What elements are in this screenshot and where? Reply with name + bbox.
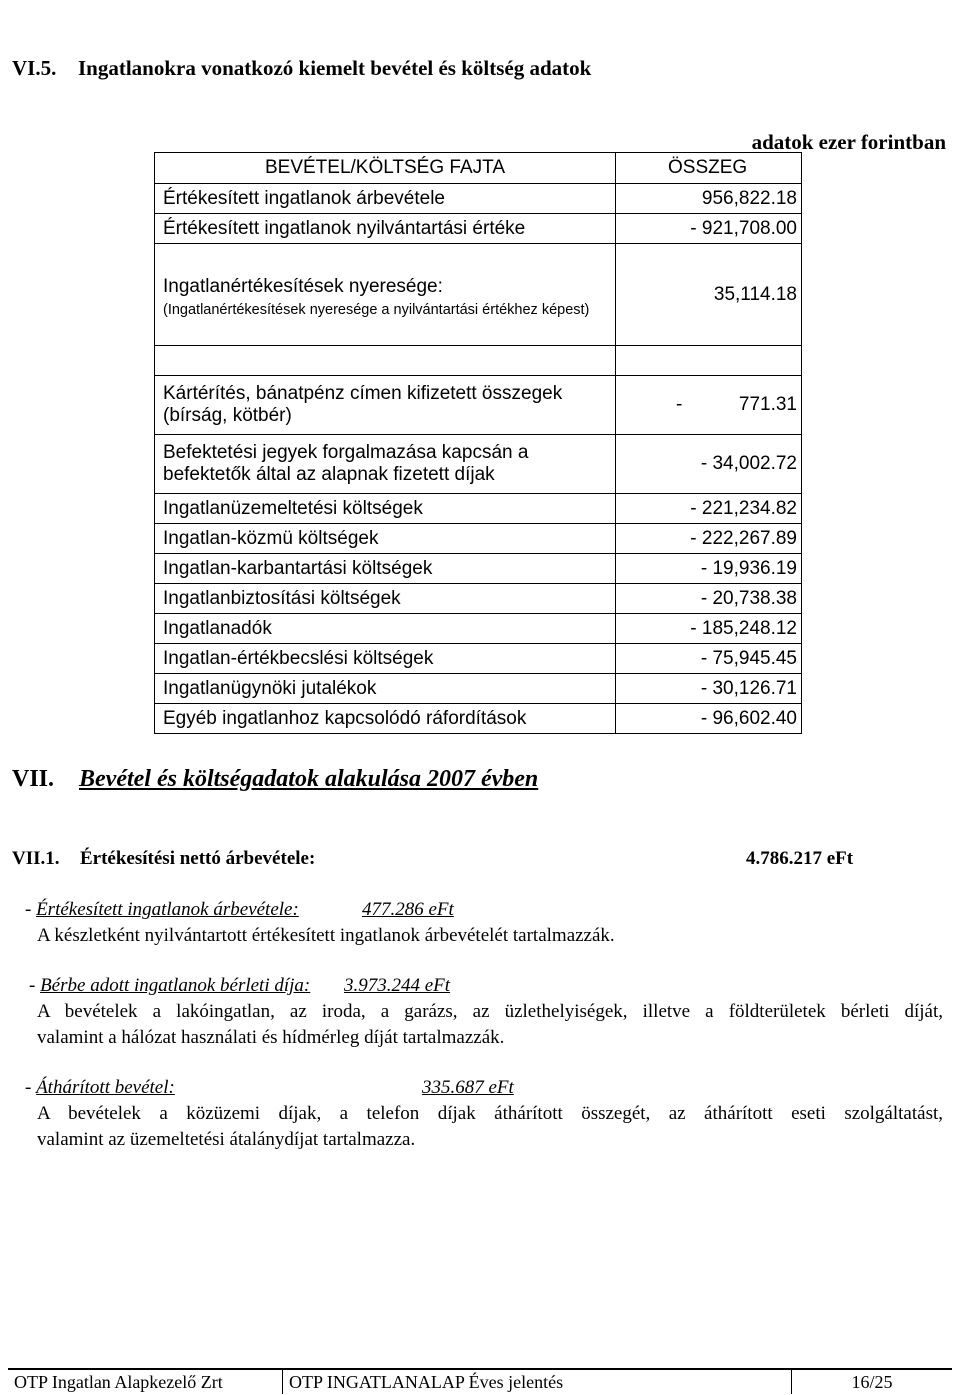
empty-cell <box>154 346 616 375</box>
sold-line <box>25 899 299 921</box>
item-value-text: 3.973.244 eFt <box>344 975 451 996</box>
dash: - <box>25 899 37 920</box>
table-row-empty <box>154 346 802 376</box>
empty-cell <box>616 346 802 375</box>
row-label: Ingatlanügynöki jutalékok <box>154 674 616 703</box>
row-sign: - <box>676 394 683 415</box>
table-row <box>154 244 802 346</box>
row-label: Ingatlan-értékbecslési költségek <box>154 644 616 673</box>
subsection-title: Értékesítési nettó árbevétele: <box>80 848 316 869</box>
row-value: - 75,945.45 <box>616 644 802 673</box>
table-row <box>154 494 802 524</box>
dash: - <box>29 975 41 996</box>
row-value: 771.31 <box>738 394 797 415</box>
rent-line <box>29 975 310 997</box>
row-label-block <box>154 244 616 345</box>
row-value: - 19,936.19 <box>616 554 802 583</box>
table-row <box>154 376 802 435</box>
row-value: - 222,267.89 <box>616 524 802 553</box>
row-label: Értékesített ingatlanok nyilvántartási értéke <box>154 214 616 243</box>
income-cost-table <box>154 152 802 734</box>
row-value: - 221,234.82 <box>616 494 802 523</box>
item-value <box>422 1077 514 1099</box>
table-row <box>154 435 802 494</box>
row-label-block <box>154 376 616 434</box>
row-value: - 96,602.40 <box>616 704 802 733</box>
item-description: valamint az üzemeltetési átalánydíjat tartalmazza. <box>37 1129 416 1150</box>
item-description: A bevételek a lakóingatlan, az iroda, a garázs, az üzlethelyiségek, illetve a földterületek bérleti díját, <box>37 1001 943 1022</box>
header-amount: ÖSSZEG <box>616 153 802 183</box>
row-value: 35,114.18 <box>616 244 802 345</box>
row-label: Ingatlan-karbantartási költségek <box>154 554 616 583</box>
subsection-value: 4.786.217 eFt <box>746 848 854 869</box>
row-label: Ingatlanértékesítések nyeresége: <box>163 275 443 297</box>
row-label: Kártérítés, bánatpénz címen kifizetett összegek <box>163 383 563 404</box>
item-label: Értékesített ingatlanok árbevétele: <box>36 899 299 920</box>
table-row <box>154 184 802 214</box>
row-value: - 185,248.12 <box>616 614 802 643</box>
unit-note: adatok ezer forintban <box>751 130 946 154</box>
item-value-text: 477.286 eFt <box>362 899 454 920</box>
row-value: - 20,738.38 <box>616 584 802 613</box>
item-label: Áthárított bevétel: <box>36 1077 175 1098</box>
row-label: Befektetési jegyek forgalmazása kapcsán a <box>163 442 529 463</box>
item-value <box>362 899 454 921</box>
section-title <box>79 766 538 793</box>
dash: - <box>25 1077 37 1098</box>
footer-report: OTP INGATLANALAP Éves jelentés <box>283 1370 792 1394</box>
table-row <box>154 524 802 554</box>
row-label: (bírság, kötbér) <box>163 405 292 426</box>
header-type: BEVÉTEL/KÖLTSÉG FAJTA <box>154 153 616 183</box>
table-row <box>154 674 802 704</box>
row-value-block <box>616 376 802 434</box>
row-label: Egyéb ingatlanhoz kapcsolódó ráfordítások <box>154 704 616 733</box>
footer-company: OTP Ingatlan Alapkezelő Zrt <box>8 1370 283 1394</box>
section-title-text: Bevétel és költségadatok alakulása 2007 évben <box>79 766 539 792</box>
table-row <box>154 554 802 584</box>
row-label: Ingatlan-közmü költségek <box>154 524 616 553</box>
page-footer <box>8 1368 952 1394</box>
row-value: - 921,708.00 <box>616 214 802 243</box>
row-label-block <box>154 435 616 493</box>
table-row <box>154 584 802 614</box>
table-row <box>154 214 802 244</box>
item-value <box>344 975 450 997</box>
item-value-text: 335.687 eFt <box>422 1077 514 1098</box>
row-value: 956,822.18 <box>616 184 802 213</box>
row-label: Értékesített ingatlanok árbevétele <box>154 184 616 213</box>
subsection-number: VII.1. <box>12 848 60 869</box>
section-number: VI.5. <box>12 56 57 80</box>
row-label: Ingatlanadók <box>154 614 616 643</box>
item-label: Bérbe adott ingatlanok bérleti díja: <box>40 975 311 996</box>
section-number: VII. <box>12 766 55 792</box>
row-sublabel: (Ingatlanértékesítések nyeresége a nyilvántartási értékhez képest) <box>163 301 590 318</box>
table-header-row <box>154 152 802 184</box>
table-row <box>154 644 802 674</box>
row-value: - 30,126.71 <box>616 674 802 703</box>
section-title: Ingatlanokra vonatkozó kiemelt bevétel és költség adatok <box>78 56 592 80</box>
item-description: A bevételek a közüzemi díjak, a telefon díjak áthárított összegét, az áthárított eseti szolgáltatást, <box>37 1103 943 1124</box>
footer-page-number: 16/25 <box>851 1372 893 1392</box>
item-description: A készletként nyilvántartott értékesített ingatlanok árbevételét tartalmazzák. <box>37 925 615 946</box>
table-row <box>154 614 802 644</box>
row-label: Ingatlanüzemeltetési költségek <box>154 494 616 523</box>
row-label: befektetők által az alapnak fizetett díjak <box>163 464 495 485</box>
table-row <box>154 704 802 734</box>
item-description: valamint a hálózat használati és hídmérleg díját tartalmazzák. <box>37 1027 505 1048</box>
passthrough-line <box>25 1077 175 1099</box>
row-label: Ingatlanbiztosítási költségek <box>154 584 616 613</box>
row-value: - 34,002.72 <box>616 435 802 493</box>
